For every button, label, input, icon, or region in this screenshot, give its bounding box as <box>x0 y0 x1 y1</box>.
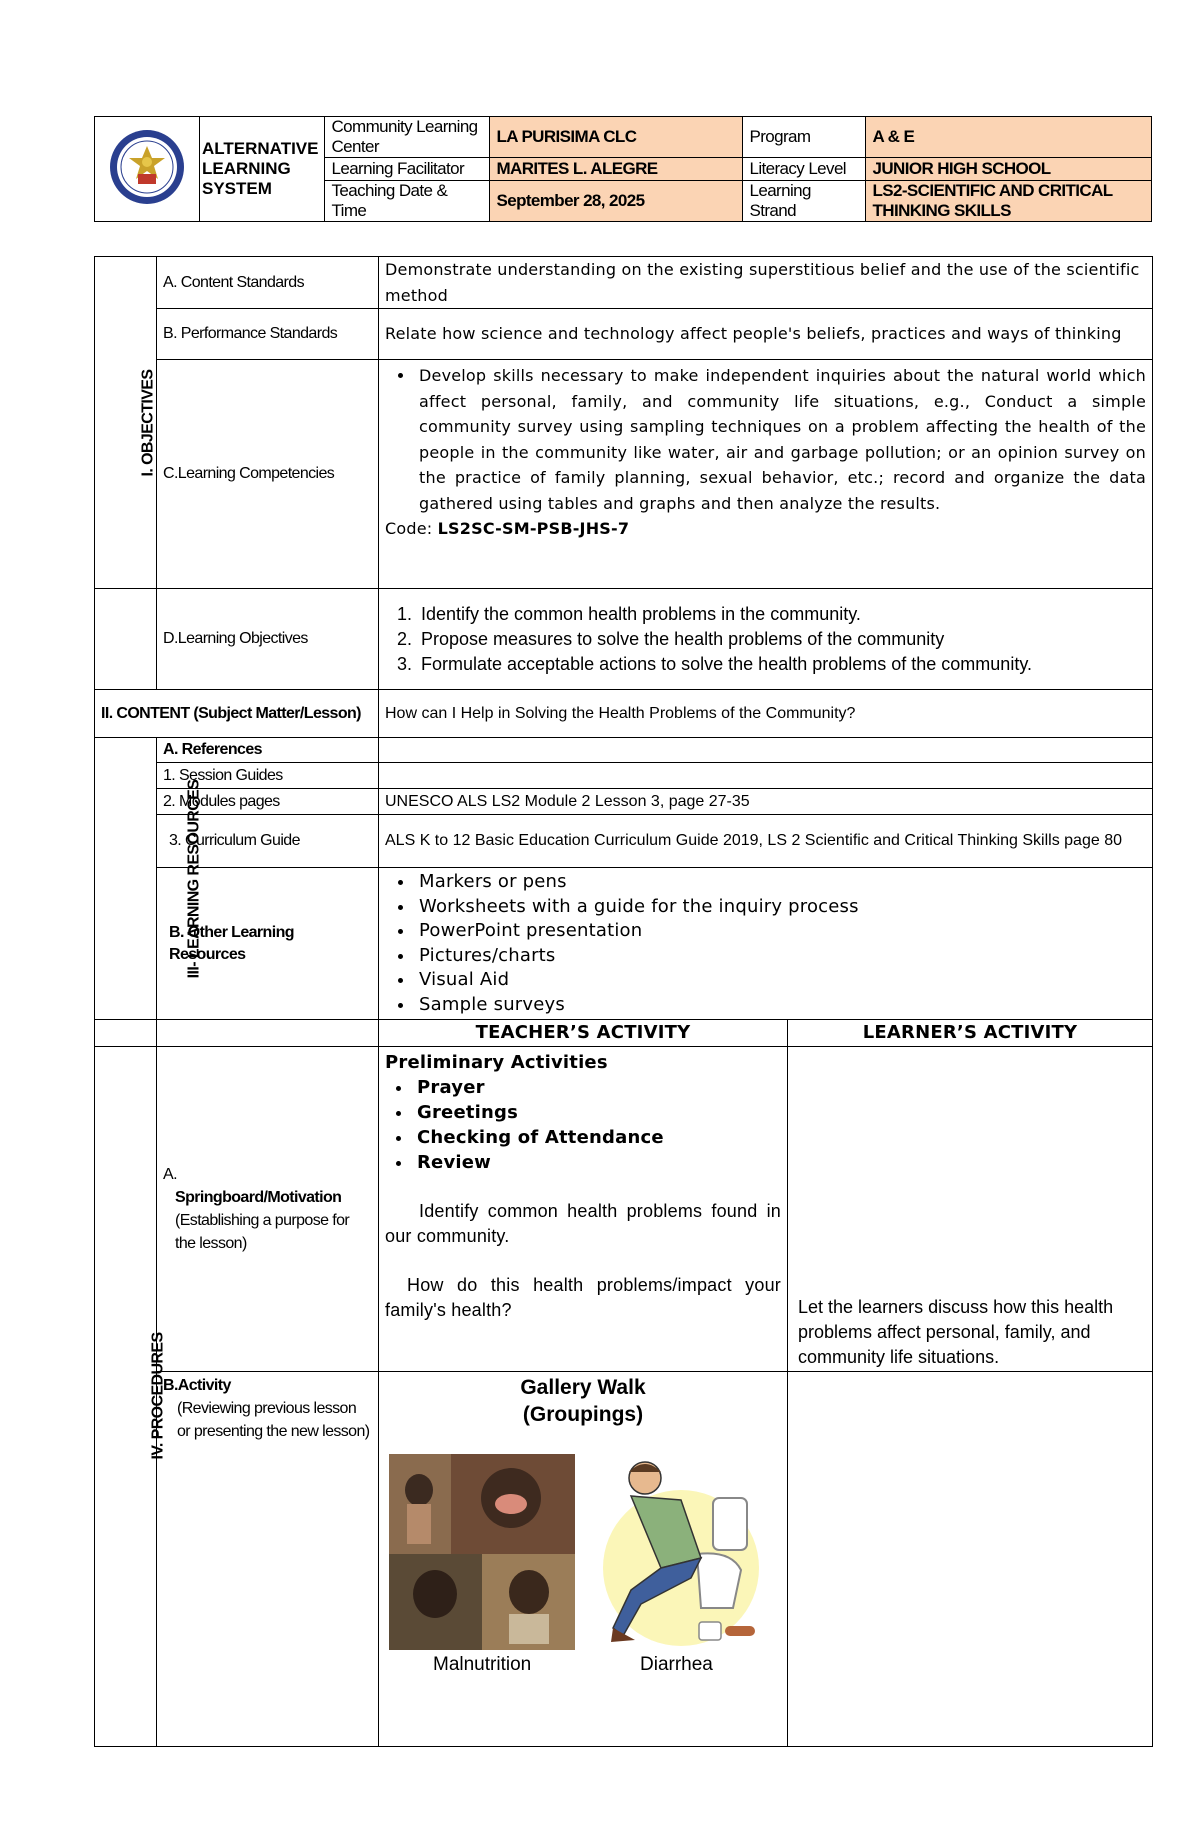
gallery-title: Gallery Walk <box>520 1375 646 1399</box>
springboard-cell <box>157 1046 379 1371</box>
session-guides-value <box>379 763 1153 789</box>
references-value <box>379 738 1153 763</box>
performance-standards-label: B. Performance Standards <box>157 309 379 360</box>
header-spacer-2 <box>157 1020 379 1047</box>
learning-objective-item: 3. Formulate acceptable actions to solve the health problems of the community. <box>417 652 1146 677</box>
content-standards-label: A. Content Standards <box>157 257 379 309</box>
teacher-paragraph-1: Identify common health problems found in our community. <box>385 1200 781 1246</box>
resource-item: • Sample surveys <box>415 993 1146 1018</box>
preliminary-item: • Greetings <box>413 1100 781 1125</box>
deped-seal-cell <box>95 117 200 222</box>
program-value: A & E <box>866 117 1152 158</box>
teacher-activity-a <box>379 1046 788 1371</box>
learning-objectives-cell <box>379 589 1153 690</box>
preliminary-item: • Checking of Attendance <box>413 1125 781 1150</box>
resource-item: • Visual Aid <box>415 968 1146 993</box>
resource-item: • Worksheets with a guide for the inquiry process <box>415 895 1146 920</box>
springboard-title: Springboard/Motivation <box>175 1188 342 1206</box>
other-resources-cell <box>379 868 1153 1020</box>
learning-objective-item: 2. Propose measures to solve the health problems of the community <box>417 627 1146 652</box>
facilitator-value: MARITES L. ALEGRE <box>490 158 743 181</box>
objectives-section-label: I. OBJECTIVES <box>139 369 157 476</box>
date-label: Teaching Date & Time <box>325 181 490 222</box>
other-resources-label: B. Other Learning Resources <box>157 868 379 1020</box>
springboard-letter: A. <box>163 1165 177 1183</box>
facilitator-label: Learning Facilitator <box>325 158 490 181</box>
diarrhea-image <box>601 1458 761 1648</box>
content-label: II. CONTENT (Subject Matter/Lesson) <box>95 690 379 738</box>
activity-desc: (Reviewing previous lesson or presenting the new lesson) <box>177 1399 370 1440</box>
curriculum-value: ALS K to 12 Basic Education Curriculum Guide 2019, LS 2 Scientific and Critical Thinking Skills page 80 <box>379 815 1153 868</box>
activity-cell <box>157 1371 379 1746</box>
content-value: How can I Help in Solving the Health Problems of the Community? <box>379 690 1153 738</box>
resource-item: • Pictures/charts <box>415 944 1146 969</box>
resource-item: • Markers or pens <box>415 870 1146 895</box>
system-label: ALTERNATIVE LEARNING SYSTEM <box>200 117 325 222</box>
lesson-plan-table <box>94 256 1153 1747</box>
objectives-section <box>95 257 157 589</box>
springboard-desc: (Establishing a purpose for the lesson) <box>175 1211 350 1252</box>
objectives-spacer <box>95 589 157 690</box>
learner-activity-a: Let the learners discuss how this health problems affect personal, family, and community life situations. <box>788 1046 1153 1371</box>
program-label: Program <box>743 117 866 158</box>
performance-standards-value: Relate how science and technology affect people's beliefs, practices and ways of thinking <box>379 309 1153 360</box>
content-standards-value: Demonstrate understanding on the existing superstitious belief and the use of the scientific method <box>379 257 1153 309</box>
caption-diarrhea: Diarrhea <box>640 1653 713 1675</box>
resource-item: • PowerPoint presentation <box>415 919 1146 944</box>
competency-code <box>385 516 1146 542</box>
resources-section <box>95 738 203 1020</box>
learning-objective-item: 1. Identify the common health problems in the community. <box>417 602 1146 627</box>
modules-value: UNESCO ALS LS2 Module 2 Lesson 3, page 27-35 <box>379 789 1153 815</box>
preliminary-item: • Prayer <box>413 1075 781 1100</box>
literacy-value: JUNIOR HIGH SCHOOL <box>866 158 1152 181</box>
header-table <box>94 116 1152 222</box>
deped-seal-icon <box>108 128 186 206</box>
community-value: LA PURISIMA CLC <box>490 117 743 158</box>
learner-activity-b <box>788 1371 1153 1746</box>
modules-label: 2. Modules pages <box>157 789 379 815</box>
curriculum-label: 3. Curriculum Guide <box>157 815 379 868</box>
procedures-section <box>95 1046 167 1746</box>
caption-malnutrition: Malnutrition <box>433 1653 532 1675</box>
gallery-images <box>385 1454 781 1654</box>
teacher-paragraph-2: How do this health problems/impact your family's health? <box>385 1274 781 1320</box>
session-guides-label: 1. Session Guides <box>157 763 379 789</box>
strand-value: LS2-SCIENTIFIC AND CRITICAL THINKING SKILLS <box>866 181 1152 222</box>
preliminary-title: Preliminary Activities <box>385 1051 608 1073</box>
competencies-value: • Develop skills necessary to make independent inquiries about the natural world which affect personal, family, and community life situations, e.g., Conduct a simple community survey using sampling techniques on a problem affecting the health of the people in the community like water, air and garbage pollution; or an opinion survey on the practice of family planning, sexual behavior, etc.; record and organize the data gathered using tables and graphs and then analyze the results. <box>415 363 1146 516</box>
gallery-captions <box>385 1654 781 1678</box>
malnutrition-image <box>389 1454 575 1650</box>
references-label: A. References <box>157 738 379 763</box>
competencies-cell <box>379 360 1153 589</box>
code-label: Code: <box>385 519 433 538</box>
code-value: LS2SC-SM-PSB-JHS-7 <box>437 519 630 538</box>
literacy-label: Literacy Level <box>743 158 866 181</box>
date-value: September 28, 2025 <box>490 181 743 222</box>
community-label: Community Learning Center <box>325 117 490 158</box>
teacher-activity-header: TEACHER’S ACTIVITY <box>379 1020 788 1047</box>
gallery-subtitle: (Groupings) <box>522 1402 644 1426</box>
competencies-label: C.Learning Competencies <box>157 360 379 589</box>
preliminary-item: • Review <box>413 1150 781 1175</box>
resources-section-label: III- LEARNING RESOURCES <box>185 779 203 978</box>
procedures-section-label: IV. PROCEDURES <box>149 1332 167 1460</box>
activity-title: B.Activity <box>163 1376 231 1394</box>
header-spacer-1 <box>95 1020 157 1047</box>
learning-objectives-label: D.Learning Objectives <box>157 589 379 690</box>
learner-activity-header: LEARNER’S ACTIVITY <box>788 1020 1153 1047</box>
strand-label: Learning Strand <box>743 181 866 222</box>
teacher-activity-b <box>379 1371 788 1746</box>
